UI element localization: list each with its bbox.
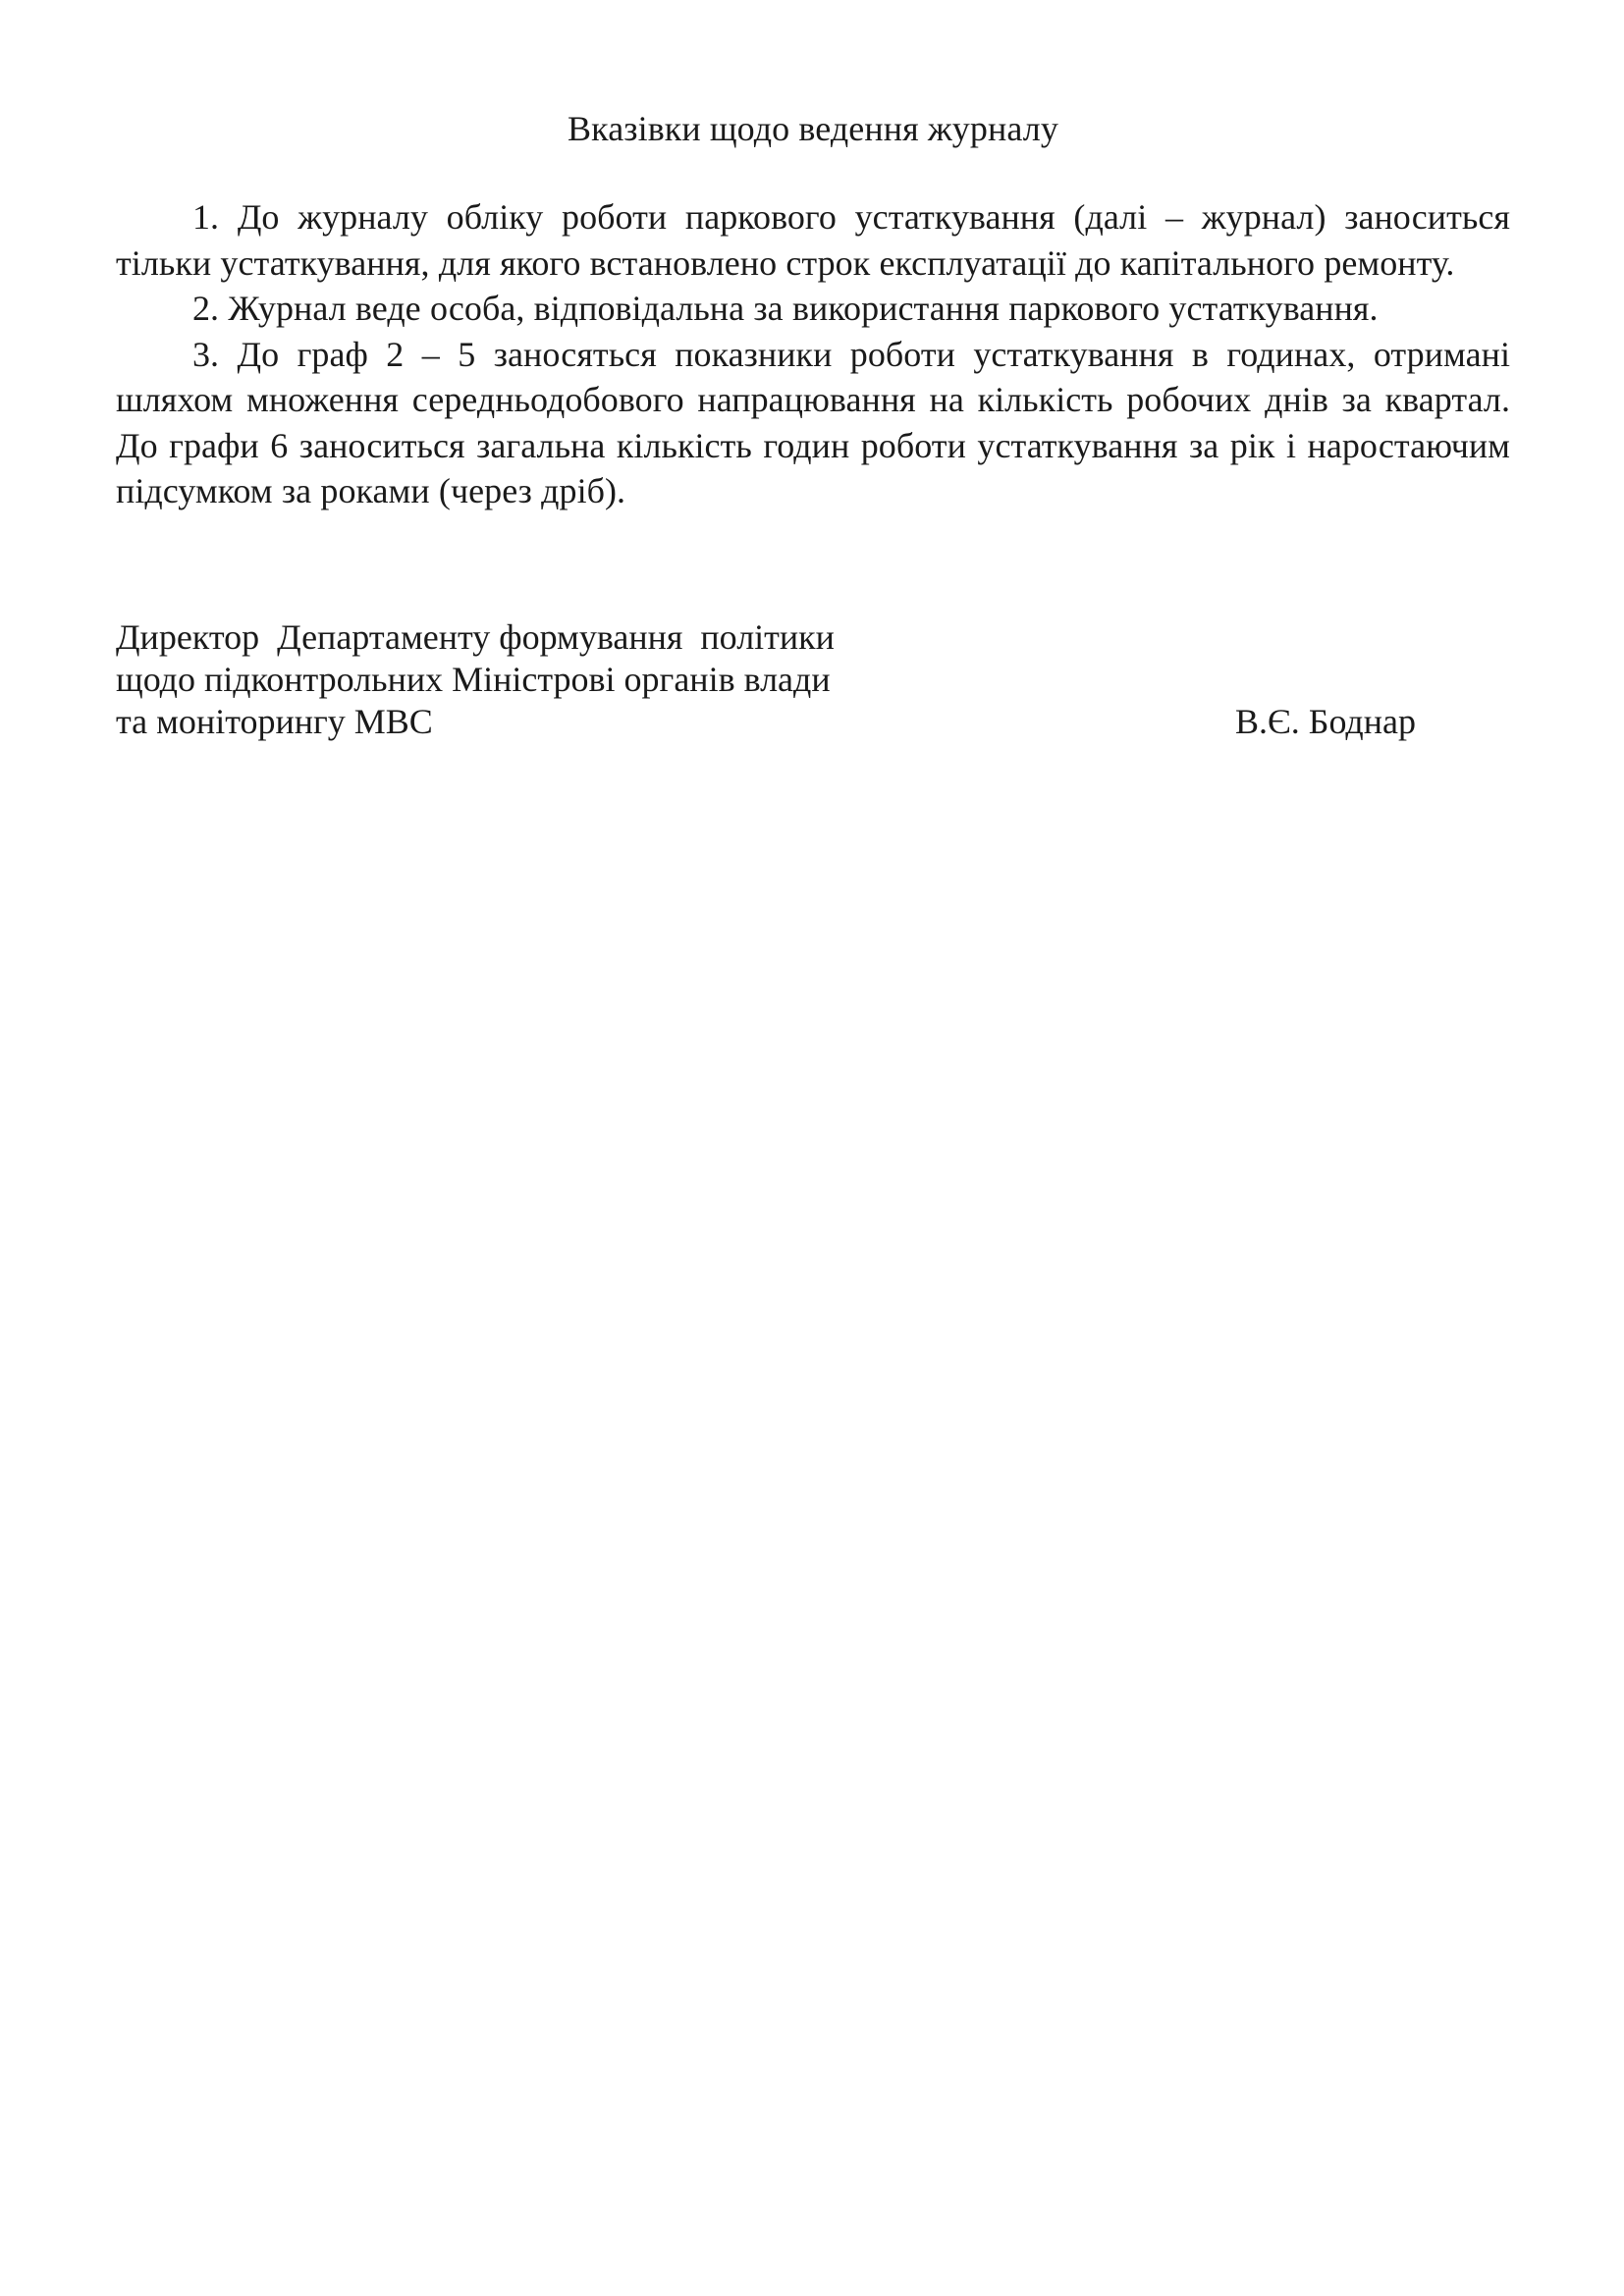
signatory-name: В.Є. Боднар	[1235, 701, 1416, 741]
page-title: Вказівки щодо ведення журналу	[568, 109, 1058, 148]
instruction-paragraph-1: 1. До журналу обліку роботи паркового устаткування (далі – журнал) заноситься тільки устаткування, для якого встановлено строк експлуатації до капітального ремонту.	[116, 197, 1510, 283]
instructions-body	[116, 194, 1510, 514]
signatory-role-line-1: Директор Департаменту формування політики	[116, 616, 835, 657]
signature-final-row	[116, 701, 1510, 743]
instruction-paragraph-2: 2. Журнал веде особа, відповідальна за використання паркового устаткування.	[192, 289, 1379, 329]
signature-block	[116, 616, 1510, 743]
instruction-paragraph-3: 3. До граф 2 – 5 заносяться показники роботи устаткування в годинах, отримані шляхом множення середньодобового напрацювання на кількість робочих днів за квартал. До графи 6 заноситься загальна кількість годин роботи устаткування за рік і наростаючим підсумком за роками (через дріб).	[116, 334, 1510, 511]
signatory-role-line-2: щодо підконтрольних Міністрові органів влади	[116, 659, 831, 699]
signatory-role-line-3: та моніторингу МВС	[116, 701, 433, 741]
document-content	[116, 0, 1510, 743]
